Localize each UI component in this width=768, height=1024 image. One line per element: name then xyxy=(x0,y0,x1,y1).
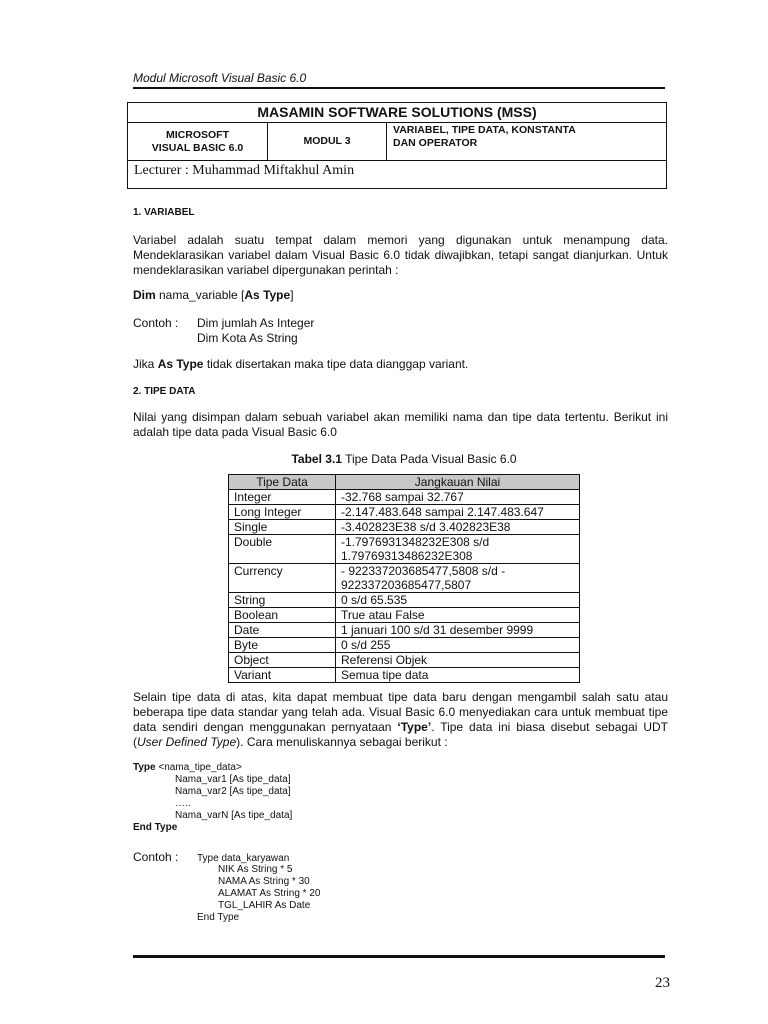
syntax-type-name: <nama_tipe_data> xyxy=(155,762,242,773)
syntax-line: Nama_var2 [As tipe_data] xyxy=(175,786,291,797)
dim-syntax xyxy=(133,288,668,303)
example-first-line xyxy=(133,850,668,864)
note-post: tidak disertakan maka tipe data dianggap variant. xyxy=(203,357,469,371)
udt-text-1: Selain tipe data di atas, kita dapat membuat tipe data baru dengan mengambil salah satu atau beberapa tipe data standar yang telah ada. Visual Basic 6.0 menyediakan cara untuk membuat tipe data sendiri dengan menggunakan pernyataan xyxy=(133,690,668,734)
type-cell: Single xyxy=(229,520,336,535)
udt-paragraph xyxy=(133,690,668,750)
range-cell xyxy=(336,535,580,564)
topic-line-1: VARIABEL, TIPE DATA, KONSTANTA xyxy=(393,124,576,136)
table-row xyxy=(229,505,580,520)
syntax-line: Nama_var1 [As tipe_data] xyxy=(175,774,291,785)
udt-italic: User Defined Type xyxy=(137,735,237,749)
type-cell: Variant xyxy=(229,668,336,683)
section-1-heading: 1. VARIABEL xyxy=(133,207,195,218)
range-cell: Referensi Objek xyxy=(336,653,580,668)
caption-text: Tipe Data Pada Visual Basic 6.0 xyxy=(341,452,517,466)
type-cell: Integer xyxy=(229,490,336,505)
dim-keyword: Dim xyxy=(133,288,156,302)
table-row xyxy=(229,520,580,535)
range-line-1: -1.7976931348232E308 s/d xyxy=(341,535,490,549)
table-caption xyxy=(228,452,580,466)
type-cell: Long Integer xyxy=(229,505,336,520)
type-cell: Currency xyxy=(229,564,336,593)
range-cell: 0 s/d 65.535 xyxy=(336,593,580,608)
syntax-line: ….. xyxy=(175,798,191,809)
note-pre: Jika xyxy=(133,357,158,371)
udt-type-keyword: ‘Type’ xyxy=(397,720,432,734)
table-row xyxy=(229,668,580,683)
udt-syntax xyxy=(133,762,668,834)
course-line-2: VISUAL BASIC 6.0 xyxy=(151,141,244,154)
running-head: Modul Microsoft Visual Basic 6.0 xyxy=(133,71,307,85)
udt-text-2: . Tipe data ini biasa disebut sebagai UDT ( xyxy=(133,720,668,749)
range-cell: -2.147.483.648 sampai 2.147.483.647 xyxy=(336,505,580,520)
course-line-1: MICROSOFT xyxy=(165,128,229,141)
module-number-cell: MODUL 3 xyxy=(268,123,387,160)
range-line-1: - 922337203685477,5808 s/d - xyxy=(341,564,506,578)
col-header-type: Tipe Data xyxy=(229,475,336,490)
top-rule xyxy=(133,87,665,89)
example-end-type: End Type xyxy=(197,912,240,923)
type-cell: Date xyxy=(229,623,336,638)
section-2-heading: 2. TIPE DATA xyxy=(133,386,196,397)
type-cell: Double xyxy=(229,535,336,564)
range-line-2: 1.79769313486232E308 xyxy=(341,549,473,563)
table-row xyxy=(229,653,580,668)
course-cell xyxy=(128,123,268,160)
bottom-rule xyxy=(133,955,665,958)
topic-line-2: DAN OPERATOR xyxy=(393,137,478,149)
company-title: MASAMIN SOFTWARE SOLUTIONS (MSS) xyxy=(128,103,666,123)
range-cell: 1 januari 100 s/d 31 desember 9999 xyxy=(336,623,580,638)
example-field: NAMA As String * 30 xyxy=(218,876,310,887)
type-cell: Object xyxy=(229,653,336,668)
syntax-type-keyword: Type xyxy=(133,762,156,773)
type-cell: Byte xyxy=(229,638,336,653)
range-cell: Semua tipe data xyxy=(336,668,580,683)
section-2-paragraph: Nilai yang disimpan dalam sebuah variabel akan memiliki nama dan tipe data tertentu. Berikut ini adalah tipe data pada Visual Basic 6.0 xyxy=(133,410,668,439)
syntax-line: Nama_varN [As tipe_data] xyxy=(175,810,293,821)
range-line-2: 922337203685477,5807 xyxy=(341,578,472,592)
range-cell: 0 s/d 255 xyxy=(336,638,580,653)
section-1-paragraph: Variabel adalah suatu tempat dalam memori yang digunakan untuk menampung data. Mendeklarasikan variabel dalam Visual Basic 6.0 tidak diwajibkan, tetapi sangat dianjurkan. Untuk mendeklarasikan variabel dipergunakan perintah : xyxy=(133,233,668,277)
range-cell: True atau False xyxy=(336,608,580,623)
module-info-row xyxy=(128,123,666,161)
col-header-range: Jangkauan Nilai xyxy=(336,475,580,490)
type-cell: Boolean xyxy=(229,608,336,623)
table-row xyxy=(229,535,580,564)
type-cell: String xyxy=(229,593,336,608)
example-field: ALAMAT As String * 20 xyxy=(218,888,321,899)
table-header-row xyxy=(229,475,580,490)
syntax-first-line xyxy=(133,762,668,774)
example-field: TGL_LAHIR As Date xyxy=(218,900,311,911)
table-row xyxy=(229,623,580,638)
table-row xyxy=(229,564,580,593)
table-row xyxy=(229,490,580,505)
range-cell xyxy=(336,564,580,593)
table-row xyxy=(229,593,580,608)
contoh-line-2: Dim Kota As String xyxy=(197,331,298,345)
example-type-line: Type data_karyawan xyxy=(197,853,290,864)
data-type-table xyxy=(228,474,580,683)
module-topic-cell xyxy=(387,123,666,160)
example-field: NIK As String * 5 xyxy=(218,864,293,875)
example-contoh-label: Contoh : xyxy=(133,850,179,864)
table-row xyxy=(229,608,580,623)
contoh-line-1: Dim jumlah As Integer xyxy=(197,316,315,330)
note-bold: As Type xyxy=(157,357,204,371)
page-number: 23 xyxy=(655,975,670,991)
udt-example xyxy=(133,850,668,924)
dim-as-type: As Type xyxy=(244,288,291,302)
syntax-end-type: End Type xyxy=(133,822,178,833)
contoh-label: Contoh : xyxy=(133,316,179,330)
range-cell: -3.402823E38 s/d 3.402823E38 xyxy=(336,520,580,535)
udt-text-3: ). Cara menuliskannya sebagai berikut : xyxy=(236,735,448,749)
table-row xyxy=(229,638,580,653)
module-header-box xyxy=(127,102,667,189)
range-cell: -32.768 sampai 32.767 xyxy=(336,490,580,505)
lecturer-line: Lecturer : Muhammad Miftakhul Amin xyxy=(134,163,355,178)
dim-close: ] xyxy=(290,288,294,302)
as-type-note xyxy=(133,357,668,372)
contoh-block xyxy=(133,316,668,346)
dim-variable: nama_variable [ xyxy=(155,288,245,302)
caption-number: Tabel 3.1 xyxy=(291,452,342,466)
